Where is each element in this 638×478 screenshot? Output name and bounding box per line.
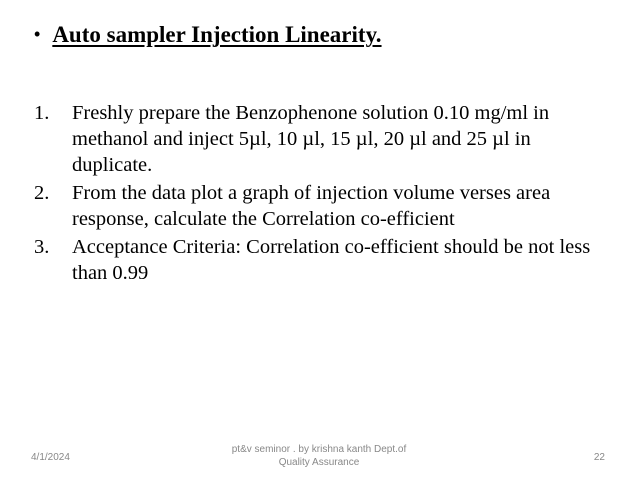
step-number: 1. bbox=[34, 102, 50, 124]
procedure-list bbox=[34, 100, 614, 288]
step-number: 2. bbox=[34, 182, 50, 204]
procedure-step bbox=[34, 100, 614, 178]
footer-page-number: 22 bbox=[593, 452, 605, 463]
step-number: 3. bbox=[34, 236, 50, 258]
step-text: Freshly prepare the Benzophenone solution 0.10 mg/ml in methanol and inject 5µl, 10 µl, 15 µl, 20 µl and 25 µl in duplicate. bbox=[72, 102, 550, 176]
footer-presenter bbox=[200, 443, 438, 469]
slide-title: Auto sampler Injection Linearity. bbox=[52, 22, 382, 47]
footer-date: 4/1/2024 bbox=[31, 452, 70, 463]
footer-presenter-line1: pt&v seminor . by krishna kanth Dept.of bbox=[231, 444, 407, 455]
bullet-icon: • bbox=[34, 24, 41, 44]
step-text: Acceptance Criteria: Correlation co-efficient should be not less than 0.99 bbox=[72, 236, 591, 284]
procedure-step bbox=[34, 180, 614, 232]
slide-title-row bbox=[34, 22, 382, 48]
step-text: From the data plot a graph of injection volume verses area response, calculate the Correlation co-efficient bbox=[72, 182, 551, 230]
procedure-step bbox=[34, 234, 614, 286]
footer-presenter-line2: Quality Assurance bbox=[278, 457, 360, 468]
